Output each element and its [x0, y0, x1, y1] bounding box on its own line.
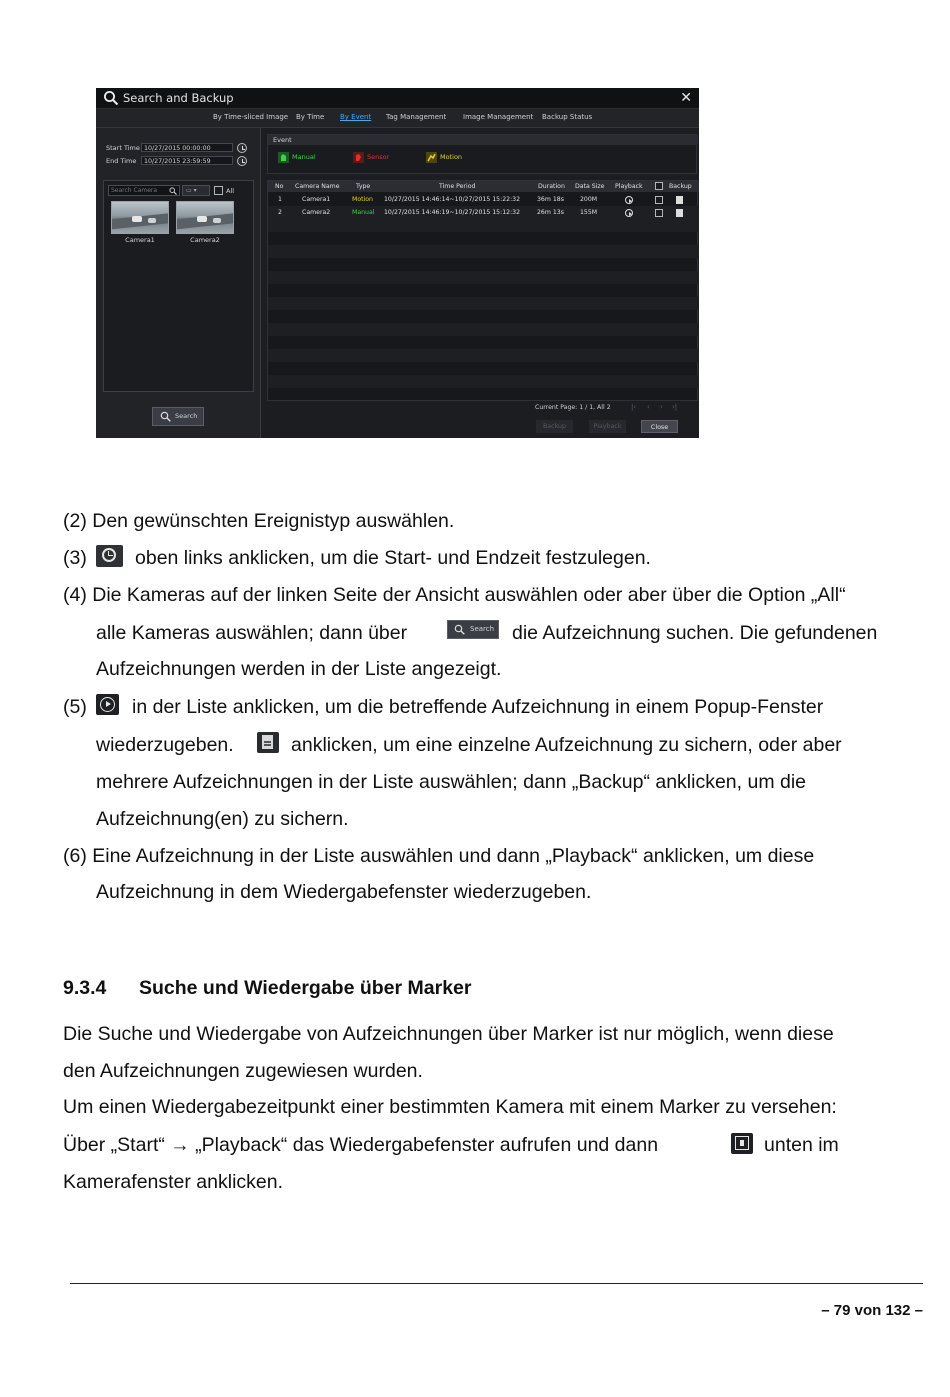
- step-5-line-3: mehrere Aufzeichnungen in der Liste auswählen; dann „Backup“ anklicken, um die: [96, 771, 807, 793]
- all-label: All: [226, 187, 235, 195]
- empty-table-row: [268, 323, 699, 336]
- window-titlebar: [96, 88, 699, 109]
- step-4-line-3: Aufzeichnungen werden in der Liste angezeigt.: [96, 658, 502, 680]
- col-camera-name: Camera Name: [295, 183, 340, 190]
- start-time-field[interactable]: 10/27/2015 00:00:00: [141, 143, 233, 152]
- table-row[interactable]: [268, 206, 699, 219]
- section-paragraph-3: Um einen Wiedergabezeitpunkt einer bestimmten Kamera mit einem Marker zu versehen:: [63, 1096, 837, 1118]
- select-all-checkbox[interactable]: [655, 182, 663, 190]
- col-no: No: [275, 183, 284, 190]
- last-page-button[interactable]: ›|: [672, 403, 678, 411]
- empty-table-row: [268, 297, 699, 310]
- play-icon[interactable]: [625, 196, 633, 204]
- empty-table-row: [268, 310, 699, 323]
- step-5-line-1: in der Liste anklicken, um die betreffende Aufzeichnung in einem Popup-Fenster: [132, 696, 824, 718]
- section-title: Suche und Wiedergabe über Marker: [139, 977, 472, 999]
- col-duration: Duration: [538, 183, 565, 190]
- event-manual-label: Manual: [292, 153, 316, 161]
- footer-rule: [70, 1283, 923, 1284]
- col-backup: Backup: [669, 183, 692, 190]
- empty-table-row: [268, 271, 699, 284]
- close-icon[interactable]: ✕: [680, 90, 692, 106]
- row-size: 155M: [580, 209, 598, 216]
- search-button-icon: [447, 620, 499, 639]
- search-button-label: Search: [175, 412, 198, 420]
- left-pane: [96, 128, 261, 438]
- camera-thumbnail[interactable]: [111, 201, 169, 234]
- first-page-button[interactable]: |‹: [631, 403, 637, 411]
- step-5-line-2b: anklicken, um eine einzelne Aufzeichnung zu sichern, oder aber: [291, 734, 842, 756]
- clock-icon: [96, 545, 123, 567]
- step-6-line-2: Aufzeichnung in dem Wiedergabefenster wiederzugeben.: [96, 881, 592, 903]
- step-2: (2) Den gewünschten Ereignistyp auswählen.: [63, 510, 455, 532]
- row-no: 1: [278, 196, 282, 203]
- event-motion[interactable]: [426, 151, 462, 163]
- section-paragraph-5: Kamerafenster anklicken.: [63, 1171, 284, 1193]
- end-time-field[interactable]: 10/27/2015 23:59:59: [141, 156, 233, 165]
- row-checkbox[interactable]: [655, 209, 663, 217]
- section-number: 9.3.4: [63, 977, 107, 999]
- empty-table-row: [268, 258, 699, 271]
- empty-table-row: [268, 349, 699, 362]
- row-size: 200M: [580, 196, 598, 203]
- row-type: Motion: [352, 196, 373, 203]
- step-5-line-2a: wiederzugeben.: [96, 734, 234, 756]
- search-icon: [454, 624, 465, 635]
- empty-table-row: [268, 219, 699, 232]
- section-paragraph-2: den Aufzeichnungen zugewiesen wurden.: [63, 1060, 423, 1082]
- search-icon: [169, 187, 177, 195]
- col-time-period: Time Period: [439, 183, 476, 190]
- step-5-number: (5): [63, 696, 87, 718]
- play-icon: [96, 694, 119, 715]
- backup-icon: [257, 732, 279, 753]
- camera-search-input[interactable]: Search Camera: [108, 185, 180, 196]
- event-manual[interactable]: [278, 151, 316, 163]
- col-type: Type: [356, 183, 371, 190]
- empty-table-row: [268, 245, 699, 258]
- hand-icon: [278, 152, 289, 163]
- camera-panel: [103, 180, 254, 392]
- marker-icon: [731, 1133, 753, 1154]
- step-4-line-1: (4) Die Kameras auf der linken Seite der Ansicht auswählen oder aber über die Option „All“: [63, 584, 846, 606]
- step-4-line-2a: alle Kameras auswählen; dann über: [96, 622, 408, 644]
- search-backup-screenshot: [96, 88, 699, 438]
- event-header: Event: [268, 135, 698, 145]
- row-camera: Camera1: [302, 196, 331, 203]
- step-6-line-1: (6) Eine Aufzeichnung in der Liste auswählen und dann „Playback“ anklicken, um diese: [63, 845, 815, 867]
- play-icon[interactable]: [625, 209, 633, 217]
- empty-table-row: [268, 284, 699, 297]
- tab-by-event[interactable]: By Event: [340, 113, 372, 121]
- row-period: 10/27/2015 14:46:19~10/27/2015 15:12:32: [384, 209, 521, 216]
- camera-name: Camera2: [190, 236, 220, 244]
- row-no: 2: [278, 209, 282, 216]
- step-4-line-2b: die Aufzeichnung suchen. Die gefundenen: [512, 622, 878, 644]
- playback-button[interactable]: Playback: [589, 420, 626, 433]
- col-playback: Playback: [615, 183, 643, 190]
- event-motion-label: Motion: [440, 153, 463, 161]
- all-checkbox[interactable]: [214, 186, 223, 195]
- clock-icon[interactable]: [237, 156, 247, 166]
- current-page: Current Page: 1 / 1, All 2: [535, 404, 611, 411]
- empty-table-row: [268, 375, 699, 388]
- empty-table-row: [268, 232, 699, 245]
- event-filter: [267, 134, 697, 174]
- close-button[interactable]: Close: [641, 420, 678, 433]
- search-icon: [103, 90, 119, 106]
- section-paragraph-1: Die Suche und Wiedergabe von Aufzeichnungen über Marker ist nur möglich, wenn diese: [63, 1023, 834, 1045]
- row-camera: Camera2: [302, 209, 331, 216]
- camera-thumbnail[interactable]: [176, 201, 234, 234]
- tab-backup-status[interactable]: Backup Status: [542, 113, 593, 121]
- clock-icon[interactable]: [237, 143, 247, 153]
- tab-tag-management[interactable]: Tag Management: [386, 113, 447, 121]
- start-time-label: Start Time: [106, 144, 140, 152]
- row-type: Manual: [352, 209, 375, 216]
- tab-by-time[interactable]: By Time: [296, 113, 325, 121]
- step-3-number: (3): [63, 547, 87, 569]
- window-title: Search and Backup: [123, 91, 234, 105]
- motion-icon: [426, 152, 437, 163]
- page-number: – 79 von 132 –: [821, 1302, 923, 1319]
- backup-icon[interactable]: [676, 196, 683, 204]
- row-checkbox[interactable]: [655, 196, 663, 204]
- table-header: [268, 181, 699, 192]
- backup-button[interactable]: Backup: [536, 420, 573, 433]
- camera-view-select[interactable]: ▭ ▾: [182, 185, 210, 196]
- tab-by-time-sliced-image[interactable]: By Time-sliced Image: [213, 113, 289, 121]
- row-period: 10/27/2015 14:46:14~10/27/2015 15:22:32: [384, 196, 521, 203]
- search-icon: [160, 411, 171, 422]
- camera-name: Camera1: [125, 236, 155, 244]
- step-3-text: oben links anklicken, um die Start- und Endzeit festzulegen.: [135, 547, 651, 569]
- event-sensor[interactable]: [353, 151, 389, 163]
- table-row[interactable]: [268, 193, 699, 206]
- search-button[interactable]: [152, 407, 204, 426]
- col-data-size: Data Size: [575, 183, 605, 190]
- tab-image-management[interactable]: Image Management: [463, 113, 534, 121]
- next-page-button[interactable]: ›: [660, 403, 663, 411]
- step-5-line-4: Aufzeichnung(en) zu sichern.: [96, 808, 349, 830]
- tab-bar: [96, 109, 699, 128]
- empty-table-row: [268, 362, 699, 375]
- empty-table-row: [268, 336, 699, 349]
- records-table: [267, 180, 698, 401]
- prev-page-button[interactable]: ‹: [647, 403, 650, 411]
- end-time-label: End Time: [106, 157, 137, 165]
- event-sensor-label: Sensor: [367, 153, 390, 161]
- section-paragraph-4b: unten im: [764, 1134, 839, 1156]
- row-duration: 36m 18s: [537, 196, 564, 203]
- section-paragraph-4a: Über „Start“ → „Playback“ das Wiedergabefenster aufrufen und dann: [63, 1134, 659, 1156]
- row-duration: 26m 13s: [537, 209, 564, 216]
- sensor-icon: [353, 152, 364, 163]
- search-button-icon-label: Search: [470, 625, 495, 633]
- backup-icon[interactable]: [676, 209, 683, 217]
